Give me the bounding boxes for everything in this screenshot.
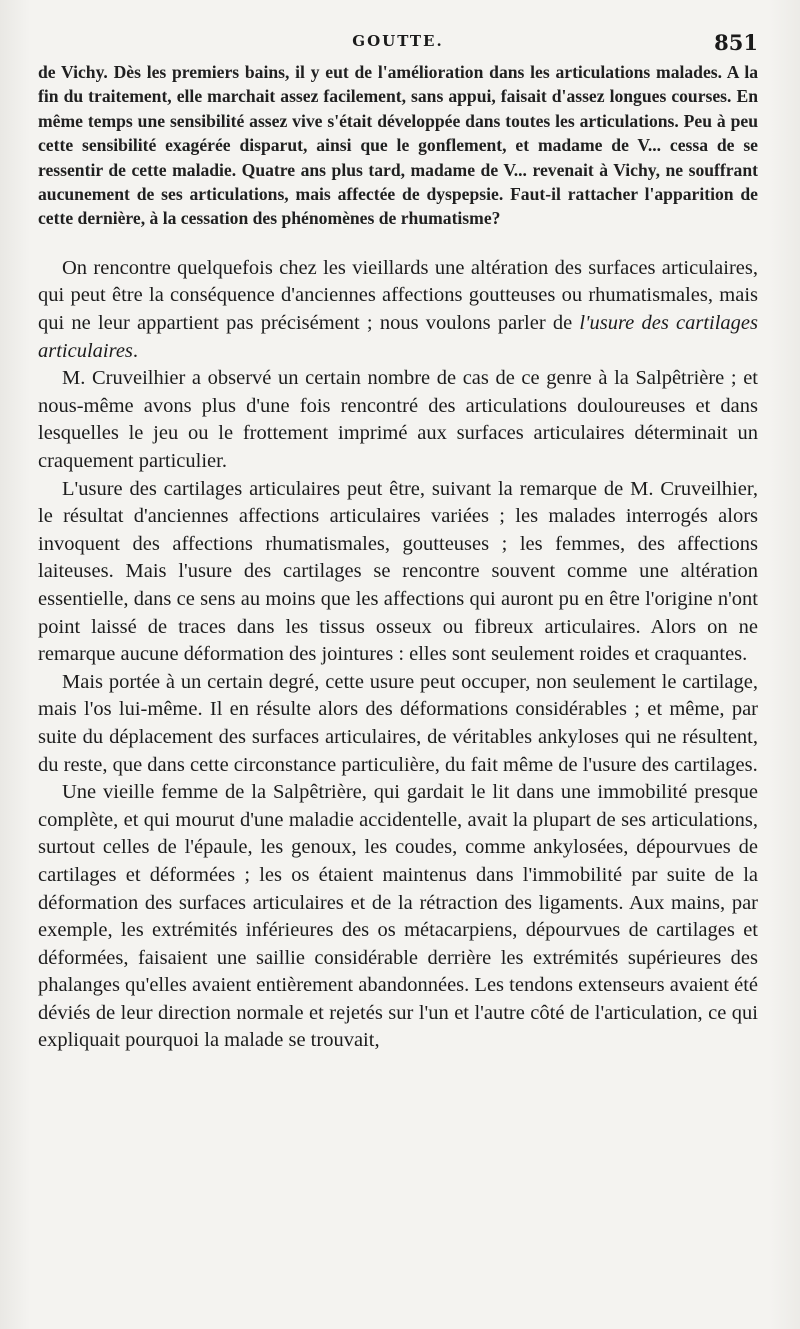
body-paragraph: [38, 255, 758, 365]
body-paragraph: Mais portée à un certain degré, cette usure peut occuper, non seulement le cartilage, mais l'os lui-même. Il en résulte alors des déformations considérables ; et même, par suite du déplacement des surfaces articulaires, de véritables ankyloses qui ne résultent, du reste, que dans cette circonstance particulière, du fait même de l'usure des cartilages.: [38, 670, 758, 776]
paragraph-text: On rencontre quelquefois chez les vieillards une altération des surfaces articulaires, qui peut être la conséquence d'anciennes affections goutteuses ou rhumatismales, mais qui ne leur appartient pas précisément ; nous voulons parler de: [38, 256, 758, 335]
page-number: 851: [714, 30, 758, 55]
body-paragraph: M. Cruveilhier a observé un certain nombre de cas de ce genre à la Salpêtrière ; et nous-même avons plus d'une fois rencontré des articulations douloureuses et dans lesquelles le jeu ou le frottement imprimé aux surfaces articulaires déterminait un craquement particulier.: [38, 367, 758, 472]
running-title: GOUTTE.: [352, 32, 444, 50]
case-report-paragraph: de Vichy. Dès les premiers bains, il y eut de l'amélioration dans les articulations malades. A la fin du traitement, elle marchait assez facilement, sans appui, faisait d'assez longues courses. En même temps une sensibilité assez vive s'était développée dans toutes les articulations. Peu à peu cette sensibilité exagérée disparut, ainsi que le gonflement, et madame de V... cessa de se ressentir de cette maladie. Quatre ans plus tard, madame de V... revenait à Vichy, ne souffrant aucunement de ses articulations, mais affectée de dyspepsie. Faut-il rattacher l'apparition de cette dernière, à la cessation des phénomènes de rhumatisme?: [38, 62, 758, 229]
italic-term: l'usure des cartilages articulaires: [38, 312, 758, 362]
running-head: [38, 30, 758, 60]
body-paragraph: L'usure des cartilages articulaires peut être, suivant la remarque de M. Cruveilhier, le résultat d'anciennes affections articulaires variées ; les malades interrogés alors invoquent des affections rhumatismales, goutteuses ; les femmes, des affections laiteuses. Mais l'usure des cartilages se rencontre souvent comme une altération essentielle, dans ce sens au moins que les affections qui auront pu en être l'origine n'ont point laissé de traces dans les tissus osseux ou fibreux articulaires. Alors on ne remarque aucune déformation des jointures : elles sont seulement roides et craquantes.: [38, 477, 758, 666]
body-paragraph: Une vieille femme de la Salpêtrière, qui gardait le lit dans une immobilité presque complète, et qui mourut d'une maladie accidentelle, avait la plupart de ses articulations, surtout celles de l'épaule, les genoux, les coudes, comme ankylosées, dépourvues de cartilages et déformées ; les os étaient maintenus dans l'immobilité par suite de la déformation des surfaces articulaires et de la rétraction des ligaments. Aux mains, par exemple, les extrémités inférieures des os métacarpiens, dépourvues de cartilages et déformées, faisaient une saillie considérable derrière les extrémités supérieures des phalanges qu'elles avaient entièrement abandonnées. Les tendons extenseurs avaient été déviés de leur direction normale et rejetés sur l'un et l'autre côté de l'articulation, ce qui expliquait pourquoi la malade se trouvait,: [38, 781, 758, 1052]
paragraph-text-end: .: [132, 339, 139, 362]
